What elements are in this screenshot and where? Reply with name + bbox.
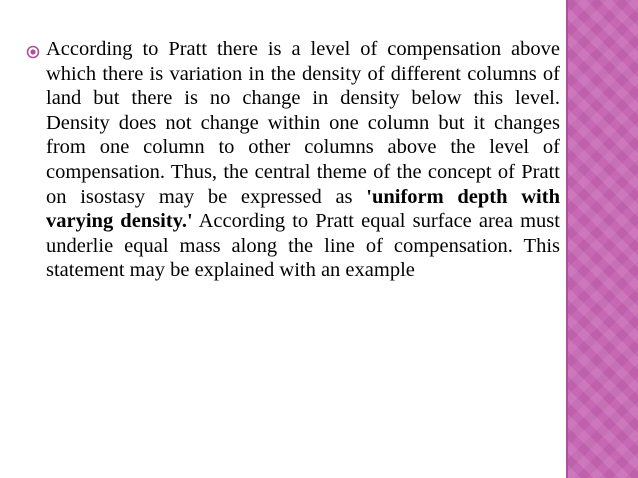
slide-content [26, 37, 560, 283]
decorative-side-band [568, 0, 638, 478]
paragraph-text-start: According to Pratt there is a level of compensation above which there is variation in the density of different columns of land but there is no change in density below this level. Density does not change within one column but it changes from one column to other columns above the level of compensation. Thus, the central theme of the concept of Pratt on isostasy may be expressed as [46, 38, 560, 208]
paragraph-text-end: According to Pratt equal surface area must underlie equal mass along the line of compensation. This statement may be explained with an example [46, 210, 560, 282]
bullet-paragraph [46, 37, 560, 283]
bullet-item [26, 37, 560, 283]
paragraph-emphasis: 'uniform depth with varying density.' [46, 185, 560, 233]
target-bullet-icon [26, 45, 40, 64]
